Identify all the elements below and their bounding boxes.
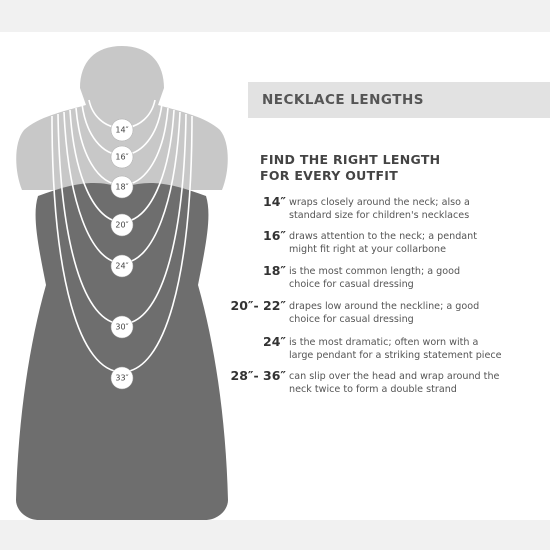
length-label: 16″ [263,228,286,243]
headline-line-2: FOR EVERY OUTFIT [260,168,399,183]
length-description [289,370,539,396]
length-label: 20″- 22″ [230,298,286,313]
description-line-2: might fit right at your collarbone [289,244,446,255]
pendant-24 [111,255,133,277]
length-description [289,230,539,256]
length-description [289,265,539,291]
headline [260,152,540,184]
pendant-30-label: 30″ [115,322,129,332]
pendant-16-label: 16″ [115,152,129,162]
length-label: 28″- 36″ [230,368,286,383]
description-line-1: draws attention to the neck; a pendant [289,231,478,242]
description-line-1: wraps closely around the neck; also a [289,197,470,208]
description-line-1: drapes low around the neckline; a good [289,301,480,312]
pendant-33 [111,367,133,389]
pendant-20-label: 20″ [115,220,129,230]
pendant-16 [111,146,133,168]
description-line-2: choice for casual dressing [289,314,414,325]
length-description [289,196,539,222]
description-line-1: can slip over the head and wrap around the [289,371,500,382]
page-title: NECKLACE LENGTHS [262,92,424,108]
length-description [289,300,539,326]
pendant-33-label: 33″ [115,373,129,383]
title-banner [248,82,550,118]
description-line-1: is the most dramatic; often worn with a [289,337,479,348]
length-label: 24″ [263,334,286,349]
description-line-2: large pendant for a striking statement piece [289,350,502,361]
pendant-20 [111,214,133,236]
description-line-2: choice for casual dressing [289,279,414,290]
length-label: 18″ [263,263,286,278]
length-description [289,336,539,362]
mannequin-neck [16,46,228,190]
description-line-1: is the most common length; a good [289,266,461,277]
pendant-30 [111,316,133,338]
description-line-2: neck twice to form a double strand [289,384,457,395]
description-line-2: standard size for children's necklaces [289,210,470,221]
headline-line-1: FIND THE RIGHT LENGTH [260,152,441,167]
pendant-14 [111,119,133,141]
pendant-18-label: 18″ [115,182,129,192]
length-label: 14″ [263,194,286,209]
pendant-24-label: 24″ [115,261,129,271]
pendant-18 [111,176,133,198]
pendant-14-label: 14″ [115,125,129,135]
